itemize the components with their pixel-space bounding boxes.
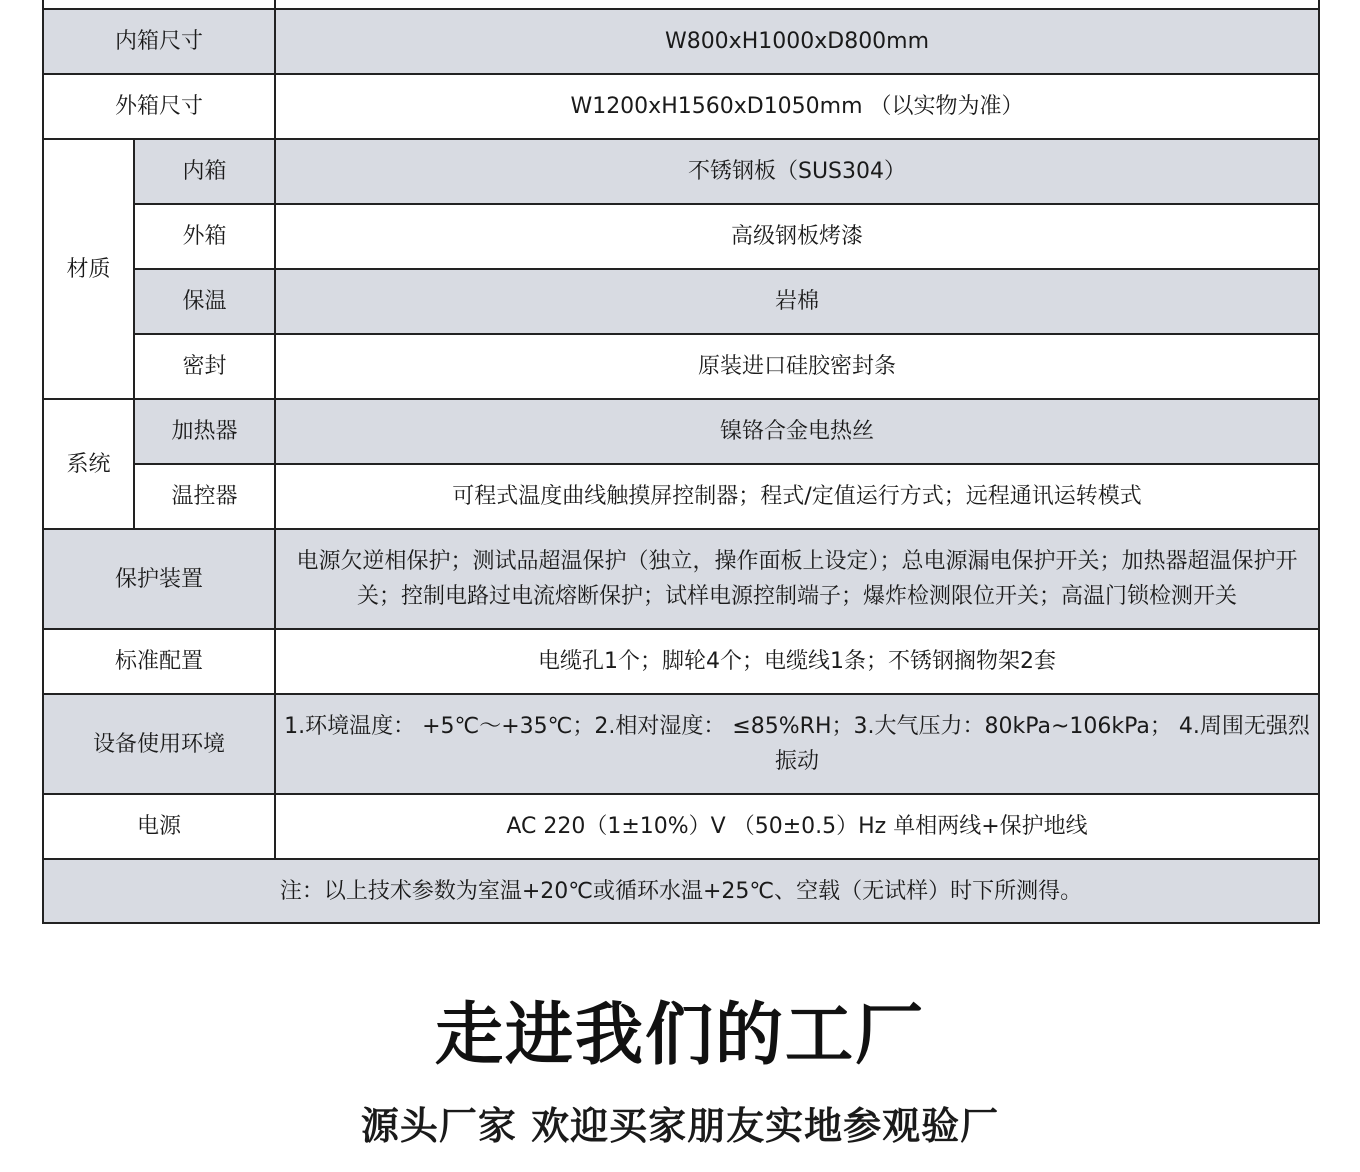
table-row-environment: [43, 694, 1319, 794]
label-material-outer: 外箱: [134, 204, 275, 269]
value-material-inner: 不锈钢板（SUS304）: [275, 139, 1319, 204]
label-inner-size: 内箱尺寸: [43, 9, 275, 74]
table-row-material-seal: [43, 334, 1319, 399]
table-row-partial: [43, 0, 1319, 9]
label-standard-config: 标准配置: [43, 629, 275, 694]
table-row-power: [43, 794, 1319, 859]
factory-section-title: 走进我们的工厂: [434, 996, 925, 1075]
value-power: AC 220（1±10%）V （50±0.5）Hz 单相两线+保护地线: [275, 794, 1319, 859]
value-standard-config: 电缆孔1个；脚轮4个；电缆线1条；不锈钢搁物架2套: [275, 629, 1319, 694]
table-row-system-heater: [43, 399, 1319, 464]
label-protection: 保护装置: [43, 529, 275, 629]
table-cell-empty: [275, 0, 1319, 9]
table-cell-empty: [43, 0, 275, 9]
value-inner-size: W800xH1000xD800mm: [275, 9, 1319, 74]
value-system-heater: 镍铬合金电热丝: [275, 399, 1319, 464]
table-row-system-controller: [43, 464, 1319, 529]
table-row-note: [43, 859, 1319, 923]
spec-table: [42, 0, 1320, 924]
value-system-controller: 可程式温度曲线触摸屏控制器；程式/定值运行方式；远程通讯运转模式: [275, 464, 1319, 529]
group-system: 系统: [43, 399, 134, 529]
label-outer-size: 外箱尺寸: [43, 74, 275, 139]
table-row-inner-size: [43, 9, 1319, 74]
table-row-material-inner: [43, 139, 1319, 204]
table-row-material-insulation: [43, 269, 1319, 334]
table-row-material-outer: [43, 204, 1319, 269]
value-material-insulation: 岩棉: [275, 269, 1319, 334]
label-system-controller: 温控器: [134, 464, 275, 529]
label-environment: 设备使用环境: [43, 694, 275, 794]
table-note: 注：以上技术参数为室温+20℃或循环水温+25℃、空载（无试样）时下所测得。: [43, 859, 1319, 923]
label-system-heater: 加热器: [134, 399, 275, 464]
label-material-inner: 内箱: [134, 139, 275, 204]
label-power: 电源: [43, 794, 275, 859]
table-row-standard-config: [43, 629, 1319, 694]
value-material-outer: 高级钢板烤漆: [275, 204, 1319, 269]
table-row-protection: [43, 529, 1319, 629]
label-material-insulation: 保温: [134, 269, 275, 334]
value-outer-size: W1200xH1560xD1050mm （以实物为准）: [275, 74, 1319, 139]
factory-section-subtitle: 源头厂家 欢迎买家朋友实地参观验厂: [360, 1104, 1000, 1148]
label-material-seal: 密封: [134, 334, 275, 399]
value-material-seal: 原装进口硅胶密封条: [275, 334, 1319, 399]
value-protection: 电源欠逆相保护；测试品超温保护（独立，操作面板上设定）；总电源漏电保护开关；加热器超温保护开关；控制电路过电流熔断保护；试样电源控制端子；爆炸检测限位开关；高温门锁检测开关: [275, 529, 1319, 629]
value-environment: 1.环境温度： +5℃～+35℃；2.相对湿度： ≤85%RH；3.大气压力：80kPa~106kPa； 4.周围无强烈振动: [275, 694, 1319, 794]
group-material: 材质: [43, 139, 134, 399]
table-row-outer-size: [43, 74, 1319, 139]
